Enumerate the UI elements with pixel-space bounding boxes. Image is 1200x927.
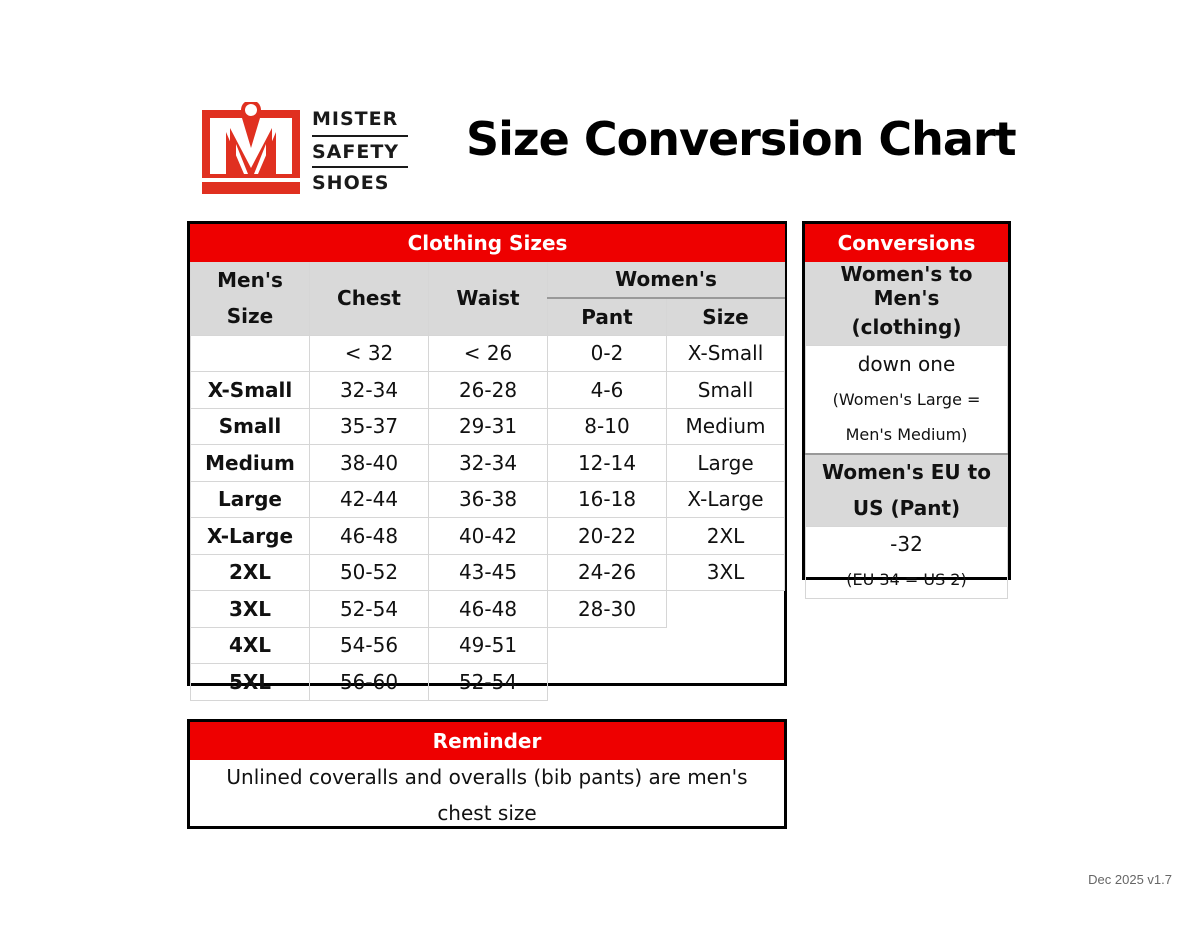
- mens-size-cell: 3XL: [191, 591, 310, 628]
- womens-pant-cell: 20-22: [548, 518, 667, 555]
- clothing-sizes-table: [187, 221, 787, 694]
- womens-size-cell: 2XL: [667, 518, 785, 555]
- logo-text-safety: SAFETY: [312, 141, 400, 163]
- womens-size-cell: Medium: [667, 408, 785, 445]
- mens-size-cell: Medium: [191, 445, 310, 482]
- waist-cell: 46-48: [429, 591, 548, 628]
- mens-size-cell: X-Small: [191, 372, 310, 409]
- w2m-note-line1: (Women's Large =: [806, 382, 1008, 418]
- waist-cell: 52-54: [429, 664, 548, 701]
- reminder-header: Reminder: [191, 723, 784, 760]
- table-row: [191, 591, 785, 628]
- eu-title-line1: Women's EU to: [806, 454, 1008, 491]
- version-footer: Dec 2025 v1.7: [1088, 872, 1172, 887]
- eu-note: (EU 34 = US 2): [806, 562, 1008, 598]
- waist-cell: 43-45: [429, 554, 548, 591]
- womens-pant-cell: 0-2: [548, 335, 667, 372]
- w2m-value: down one: [806, 346, 1008, 382]
- chest-cell: 42-44: [310, 481, 429, 518]
- mens-size-cell: Large: [191, 481, 310, 518]
- reminder-box: [187, 719, 787, 829]
- womens-pant-cell: 8-10: [548, 408, 667, 445]
- w2m-title-line2: (clothing): [806, 310, 1008, 346]
- chest-cell: 32-34: [310, 372, 429, 409]
- col-pant: Pant: [548, 298, 667, 335]
- waist-cell: < 26: [429, 335, 548, 372]
- womens-pant-cell: 4-6: [548, 372, 667, 409]
- col-size: Size: [667, 298, 785, 335]
- table-row: [191, 372, 785, 409]
- womens-size-cell: [667, 627, 785, 664]
- waist-cell: 26-28: [429, 372, 548, 409]
- logo-text-shoes: SHOES: [312, 172, 390, 194]
- womens-size-cell: Small: [667, 372, 785, 409]
- chest-cell: < 32: [310, 335, 429, 372]
- logo-divider: [312, 135, 408, 137]
- mens-size-cell: [191, 335, 310, 372]
- womens-size-cell: 3XL: [667, 554, 785, 591]
- womens-pant-cell: [548, 627, 667, 664]
- table-row: [191, 518, 785, 555]
- conversions-table: [802, 221, 1011, 590]
- chest-cell: 56-60: [310, 664, 429, 701]
- waist-cell: 29-31: [429, 408, 548, 445]
- mens-size-cell: 4XL: [191, 627, 310, 664]
- womens-pant-cell: 12-14: [548, 445, 667, 482]
- table-row: [191, 408, 785, 445]
- table-row: [191, 481, 785, 518]
- col-waist: Waist: [429, 261, 548, 335]
- col-mens-size: [191, 261, 310, 335]
- col-chest: Chest: [310, 261, 429, 335]
- womens-size-cell: X-Small: [667, 335, 785, 372]
- womens-pant-cell: [548, 664, 667, 701]
- w2m-note-line2: Men's Medium): [806, 417, 1008, 454]
- chest-cell: 52-54: [310, 591, 429, 628]
- womens-size-cell: X-Large: [667, 481, 785, 518]
- reminder-line2: chest size: [437, 800, 537, 825]
- womens-size-cell: [667, 664, 785, 701]
- waist-cell: 32-34: [429, 445, 548, 482]
- logo-divider: [312, 166, 408, 168]
- waist-cell: 36-38: [429, 481, 548, 518]
- mens-size-cell: X-Large: [191, 518, 310, 555]
- chest-cell: 50-52: [310, 554, 429, 591]
- waist-cell: 40-42: [429, 518, 548, 555]
- eu-title-line2: US (Pant): [806, 490, 1008, 526]
- mens-size-cell: 5XL: [191, 664, 310, 701]
- table-row: [191, 445, 785, 482]
- eu-value: -32: [806, 526, 1008, 562]
- mens-size-cell: Small: [191, 408, 310, 445]
- table-row: [191, 627, 785, 664]
- womens-pant-cell: 28-30: [548, 591, 667, 628]
- womens-size-cell: Large: [667, 445, 785, 482]
- mens-size-cell: 2XL: [191, 554, 310, 591]
- col-womens: Women's: [548, 261, 785, 298]
- chest-cell: 46-48: [310, 518, 429, 555]
- womens-pant-cell: 24-26: [548, 554, 667, 591]
- womens-size-cell: [667, 591, 785, 628]
- clothing-sizes-header: Clothing Sizes: [191, 225, 785, 262]
- table-row: [191, 664, 785, 701]
- chest-cell: 35-37: [310, 408, 429, 445]
- logo-text-mister: MISTER: [312, 108, 399, 130]
- reminder-line1: Unlined coveralls and overalls (bib pants) are men's: [226, 765, 748, 790]
- page-title: Size Conversion Chart: [466, 112, 1016, 166]
- chest-cell: 54-56: [310, 627, 429, 664]
- womens-pant-cell: 16-18: [548, 481, 667, 518]
- chest-cell: 38-40: [310, 445, 429, 482]
- w2m-title-line1: Women's to Men's: [806, 261, 1008, 310]
- col-mens-size-label: Men's Size: [217, 268, 283, 328]
- conversions-header: Conversions: [806, 225, 1008, 262]
- table-row: [191, 554, 785, 591]
- waist-cell: 49-51: [429, 627, 548, 664]
- clothing-rows: [191, 335, 785, 700]
- table-row: [191, 335, 785, 372]
